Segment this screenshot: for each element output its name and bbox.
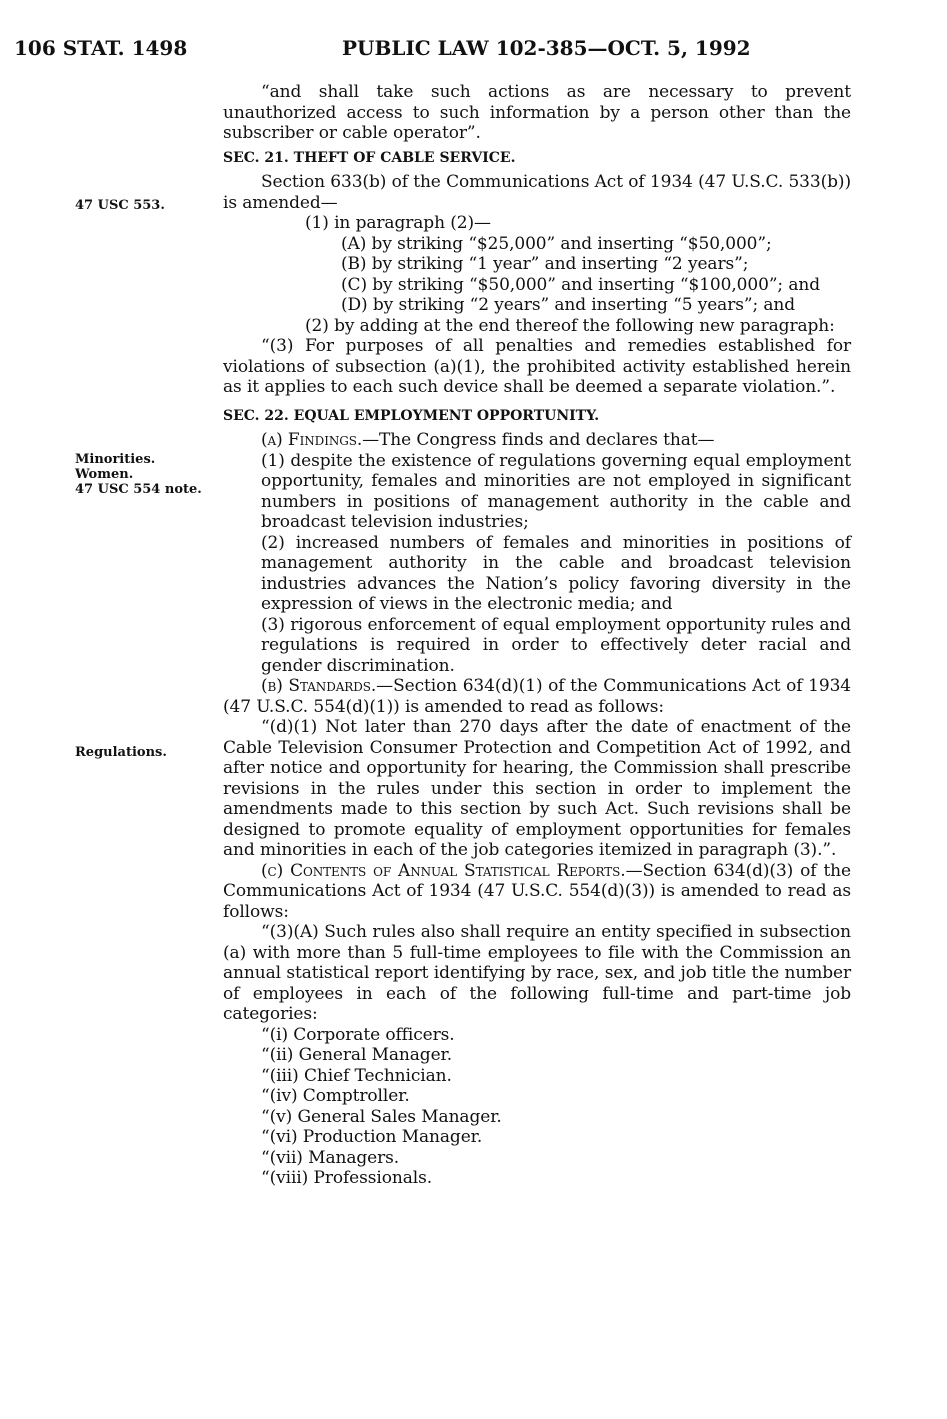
standards-label: (b) Standards. — [261, 676, 377, 696]
section-21-clause-c: (C) by striking “$50,000” and inserting “$100,000”; and — [341, 274, 821, 295]
section-21-intro: Section 633(b) of the Communications Act of 1934 (47 U.S.C. 533(b)) is amended— — [223, 172, 851, 213]
finding-2: (2) increased numbers of females and minorities in positions of management authority in the cable and broadcast television industries advances the Nation’s policy favoring diversity in the expression of views in the electronic media; and — [261, 532, 851, 614]
contents-label: (c) Contents of Annual Statistical Reports. — [261, 860, 626, 881]
job-category-item: “(iii) Chief Technician. — [261, 1065, 452, 1086]
job-category-item: “(iv) Comptroller. — [261, 1086, 410, 1106]
subsection-b-standards — [223, 676, 851, 717]
job-category-item: “(i) Corporate officers. — [261, 1024, 455, 1045]
contents-quoted-text: “(3)(A) Such rules also shall require an entity specified in subsection (a) with more than 5 full-time employees to file with the Commission an annual statistical report identifying by race, sex, and job title the number of employees in each of the following full-time and part-time job categories: — [223, 922, 851, 1024]
section-21-heading: SEC. 21. THEFT OF CABLE SERVICE. — [223, 149, 516, 166]
section-21-paragraph-1: (1) in paragraph (2)— — [305, 213, 491, 233]
margin-note-women: Women. — [75, 467, 134, 482]
document-body — [223, 82, 851, 1189]
finding-1: (1) despite the existence of regulations governing equal employment opportunity, females and minorities are not employed in significant numbers in positions of management authority in the cable and broadcast television industries; — [261, 450, 851, 532]
section-22-heading: SEC. 22. EQUAL EMPLOYMENT OPPORTUNITY. — [223, 407, 600, 424]
job-category-item: “(viii) Professionals. — [261, 1168, 432, 1188]
standards-text: —Section 634(d)(1) of the Communications Act of 1934 (47 U.S.C. 554(d)(1)) is amended to read as follows: — [223, 676, 851, 717]
statute-page-reference: 106 STAT. 1498 — [14, 36, 188, 60]
standards-quoted-text: “(d)(1) Not later than 270 days after the date of enactment of the Cable Television Consumer Protection and Competition Act of 1992, and after notice and opportunity for hearing, the Commission shall prescribe revisions in the rules under this section in order to implement the amendments made to this section by such Act. Such revisions shall be designed to promote equality of employment opportunities for females and minorities in each of the job categories itemized in paragraph (3).”. — [223, 717, 851, 860]
opening-paragraph: “and shall take such actions as are necessary to prevent unauthorized access to such information by a person other than the subscriber or cable operator”. — [223, 82, 851, 143]
job-category-item: “(vii) Managers. — [261, 1147, 400, 1168]
section-21-clause-b: (B) by striking “1 year” and inserting “2 years”; — [341, 254, 749, 274]
subsection-a-findings — [223, 430, 851, 451]
margin-note-regulations: Regulations. — [75, 745, 167, 760]
contents-text: —Section 634(d)(3) of the Communications Act of 1934 (47 U.S.C. 554(d)(3)) is amended to read as follows: — [223, 860, 851, 922]
section-21-clause-d: (D) by striking “2 years” and inserting “5 years”; and — [341, 295, 796, 315]
findings-text: —The Congress finds and declares that— — [362, 430, 715, 450]
margin-note-minorities: Minorities. — [75, 452, 156, 467]
page-header — [14, 36, 914, 66]
margin-note-usc-554-note: 47 USC 554 note. — [75, 482, 202, 497]
section-21-clause-a: (A) by striking “$25,000” and inserting “$50,000”; — [341, 233, 772, 254]
running-head-law-title: PUBLIC LAW 102-385—OCT. 5, 1992 — [342, 36, 751, 60]
section-21-quoted-paragraph: “(3) For purposes of all penalties and remedies established for violations of subsection (a)(1), the prohibited activity established herein as it applies to each such device shall be deemed a separate violation.”. — [223, 336, 851, 397]
section-21-paragraph-2: (2) by adding at the end thereof the following new paragraph: — [305, 315, 835, 336]
job-category-item: “(v) General Sales Manager. — [261, 1106, 502, 1127]
margin-note-usc-553: 47 USC 553. — [75, 198, 165, 213]
findings-label: (a) Findings. — [261, 430, 363, 450]
job-category-item: “(ii) General Manager. — [261, 1045, 453, 1065]
finding-3: (3) rigorous enforcement of equal employment opportunity rules and regulations is required in order to effectively deter racial and gender discrimination. — [261, 614, 851, 676]
job-category-item: “(vi) Production Manager. — [261, 1127, 483, 1147]
subsection-c-contents — [223, 861, 851, 923]
